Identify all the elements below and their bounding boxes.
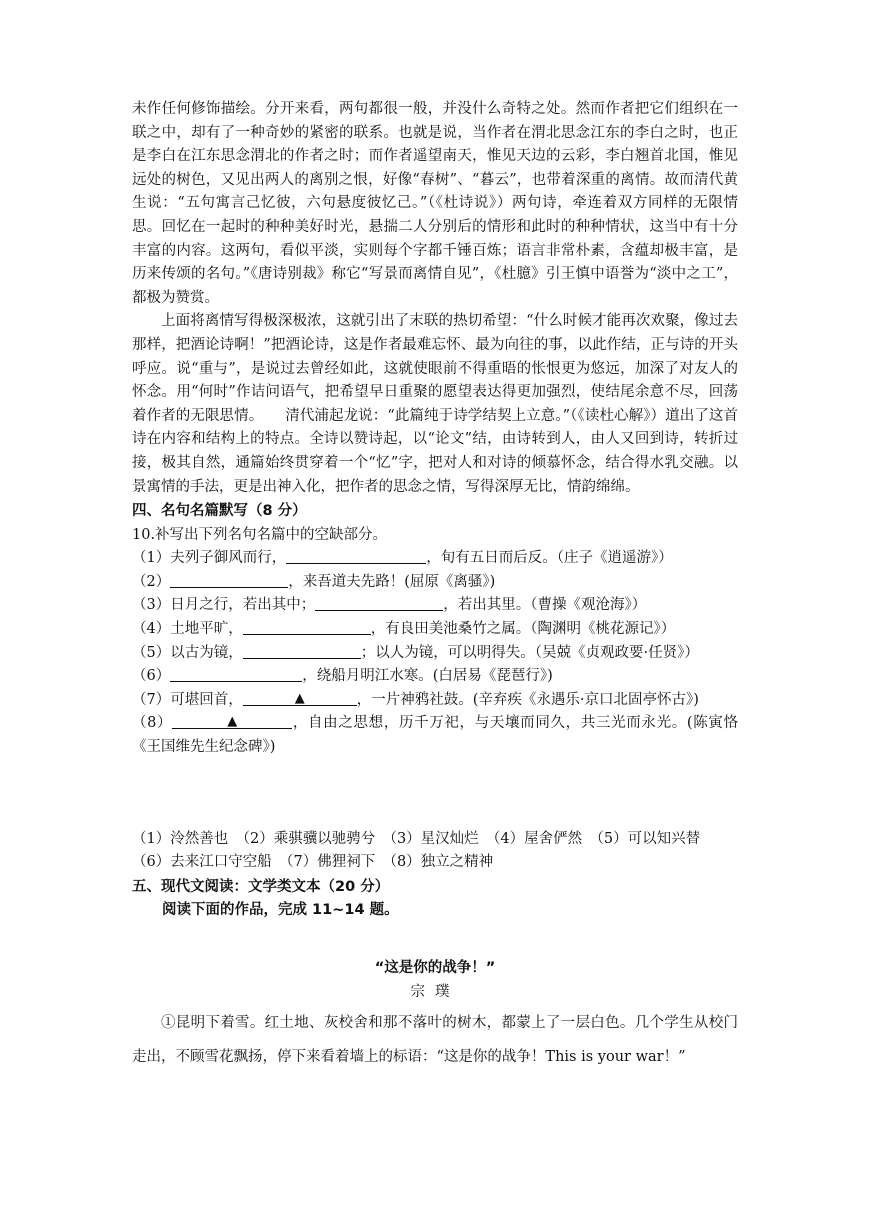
fill-item: （5）以古为镜， ；以人为镜，可以明得失。（吴兢《贞观政要·任贤》）: [132, 642, 738, 666]
fill-item: （1）夫列子御风而行， ，旬有五日而后反。（庄子《逍遥游》）: [132, 547, 738, 571]
analysis-paragraph: 上面将离情写得极深极浓，这就引出了末联的热切希望：“什么时候才能再次欢聚，像过去那样，把酒论诗啊！”把酒论诗，这是作者最难忘怀、最为向往的事，以此作结，正与诗的开头呼应。说“重与”，是说过去曾经如此，这就使眼前不得重晤的怅恨更为悠远，加深了对友人的怀念。用“何时”作诘问语气，把希望早日重聚的愿望表达得更加强烈，使结尾余意不尽，回荡着作者的无限思情。 清代浦起龙说：“此篇纯于诗学结契上立意。”（《读杜心解》）道出了这首诗在内容和结构上的特点。全诗以赞诗起，以“论文”结，由诗转到人，由人又回到诗，转折过接，极其自然，通篇始终贯穿着一个“忆”字，把对人和对诗的倾慕怀念，结合得水乳交融。以景寓情的手法，更是出神入化，把作者的思念之情，写得深厚无比，情韵绵绵。: [132, 313, 738, 495]
fill-item: （3）日月之行，若出其中； ，若出其里。（曹操《观沧海》）: [132, 594, 738, 618]
answer-blank[interactable]: [243, 689, 357, 706]
article-title: “这是你的战争！”: [374, 960, 496, 976]
answer-blank[interactable]: [286, 547, 426, 564]
document-page: [132, 98, 738, 1074]
fill-item: （7）可堪回首， ▲ ，一片神鸦社鼓。(辛弃疾《永遇乐·京口北固亭怀古》): [132, 689, 738, 713]
fill-item: （6） ，绕船月明江水寒。(白居易《琵琶行》): [132, 665, 738, 689]
reading-instruction: 阅读下面的作品，完成 11~14 题。: [162, 902, 399, 919]
answer-blank[interactable]: [170, 571, 288, 588]
section-heading: 五、现代文阅读：文学类文本（20 分）: [132, 878, 390, 895]
fill-item: （2） ，来吾道夫先路！(屈原《离骚》): [132, 571, 738, 595]
answer-key: （6）去来江口守空船 （7）佛狸祠下 （8）独立之精神: [132, 854, 494, 871]
fill-item: （4）土地平旷， ，有良田美池桑竹之属。（陶渊明《桃花源记》）: [132, 618, 738, 642]
article-paragraph: ①昆明下着雪。红土地、灰校舍和那不落叶的树木，都蒙上了一层白色。几个学生从校门走出，不顾雪花飘扬，停下来看着墙上的标语：“这是你的战争！This is your war！”: [132, 1015, 738, 1066]
article-author: 宗璞: [410, 983, 460, 1000]
triangle-icon: ▲: [227, 714, 238, 730]
analysis-paragraph: 未作任何修饰描绘。分开来看，两句都很一般，并没什么奇特之处。然而作者把它们组织在一联之中，却有了一种奇妙的紧密的联系。也就是说，当作者在渭北思念江东的李白之时，也正是李白在江东思念渭北的作者之时；而作者遥望南天，惟见天边的云彩，李白翘首北国，惟见远处的树色，又见出两人的离别之恨，好像“春树”、“暮云”，也带着深重的离情。故而清代黄生说：“五句寓言己忆彼，六句悬度彼忆己。”（《杜诗说》）两句诗，牵连着双方同样的无限情思。回忆在一起时的种种美好时光，悬揣二人分别后的情形和此时的种种情状，这当中有十分丰富的内容。这两句，看似平淡，实则每个字都千锤百炼；语言非常朴素，含蕴却极丰富，是历来传颂的名句。”《唐诗别裁》称它“写景而离情自见”，《杜臆》引王慎中语誉为“淡中之工”，都极为赞赏。: [132, 101, 738, 306]
answer-blank[interactable]: [170, 665, 302, 682]
triangle-icon: ▲: [294, 690, 305, 706]
answer-blank[interactable]: [243, 642, 361, 659]
answer-blank[interactable]: [315, 594, 443, 611]
section-heading: 四、名句名篇默写（8 分）: [132, 503, 307, 520]
question-stem: 10.补写出下列名句名篇中的空缺部分。: [132, 526, 388, 543]
fill-item: （8） ▲ ，自由之思想，历千万祀，与天壤而同久，共三光而永光。(陈寅恪《王国维先生纪念碑》): [132, 712, 738, 759]
answer-key: （1）泠然善也 （2）乘骐骥以驰骋兮 （3）星汉灿烂 （4）屋舍俨然 （5）可以知兴替: [132, 830, 701, 847]
answer-blank[interactable]: [172, 712, 292, 729]
answer-blank[interactable]: [243, 618, 371, 635]
